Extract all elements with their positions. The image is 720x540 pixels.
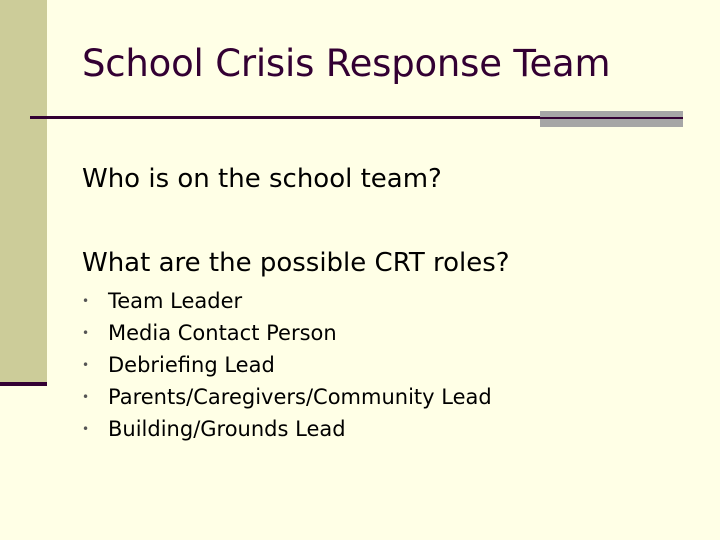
side-decor-accent	[0, 382, 47, 386]
role-label: Building/Grounds Lead	[108, 417, 346, 441]
bullet-icon: •	[82, 390, 90, 404]
bullet-icon: •	[82, 358, 90, 372]
bullet-icon: •	[82, 294, 90, 308]
title-rule-line	[540, 117, 683, 119]
list-item	[82, 414, 492, 446]
title-rule-dark	[30, 116, 540, 119]
title-rule-gray	[540, 111, 683, 127]
role-label: Debriefing Lead	[108, 353, 275, 377]
bullet-icon: •	[82, 326, 90, 340]
roles-list	[82, 286, 492, 446]
question-team-members: Who is on the school team?	[82, 164, 442, 194]
role-label: Media Contact Person	[108, 321, 337, 345]
list-item	[82, 286, 492, 318]
role-label: Team Leader	[108, 289, 243, 313]
slide-title: School Crisis Response Team	[82, 42, 611, 85]
list-item	[82, 350, 492, 382]
question-crt-roles: What are the possible CRT roles?	[82, 248, 510, 278]
bullet-icon: •	[82, 422, 90, 436]
list-item	[82, 318, 492, 350]
role-label: Parents/Caregivers/Community Lead	[108, 385, 492, 409]
list-item	[82, 382, 492, 414]
side-decor-band	[0, 0, 47, 382]
